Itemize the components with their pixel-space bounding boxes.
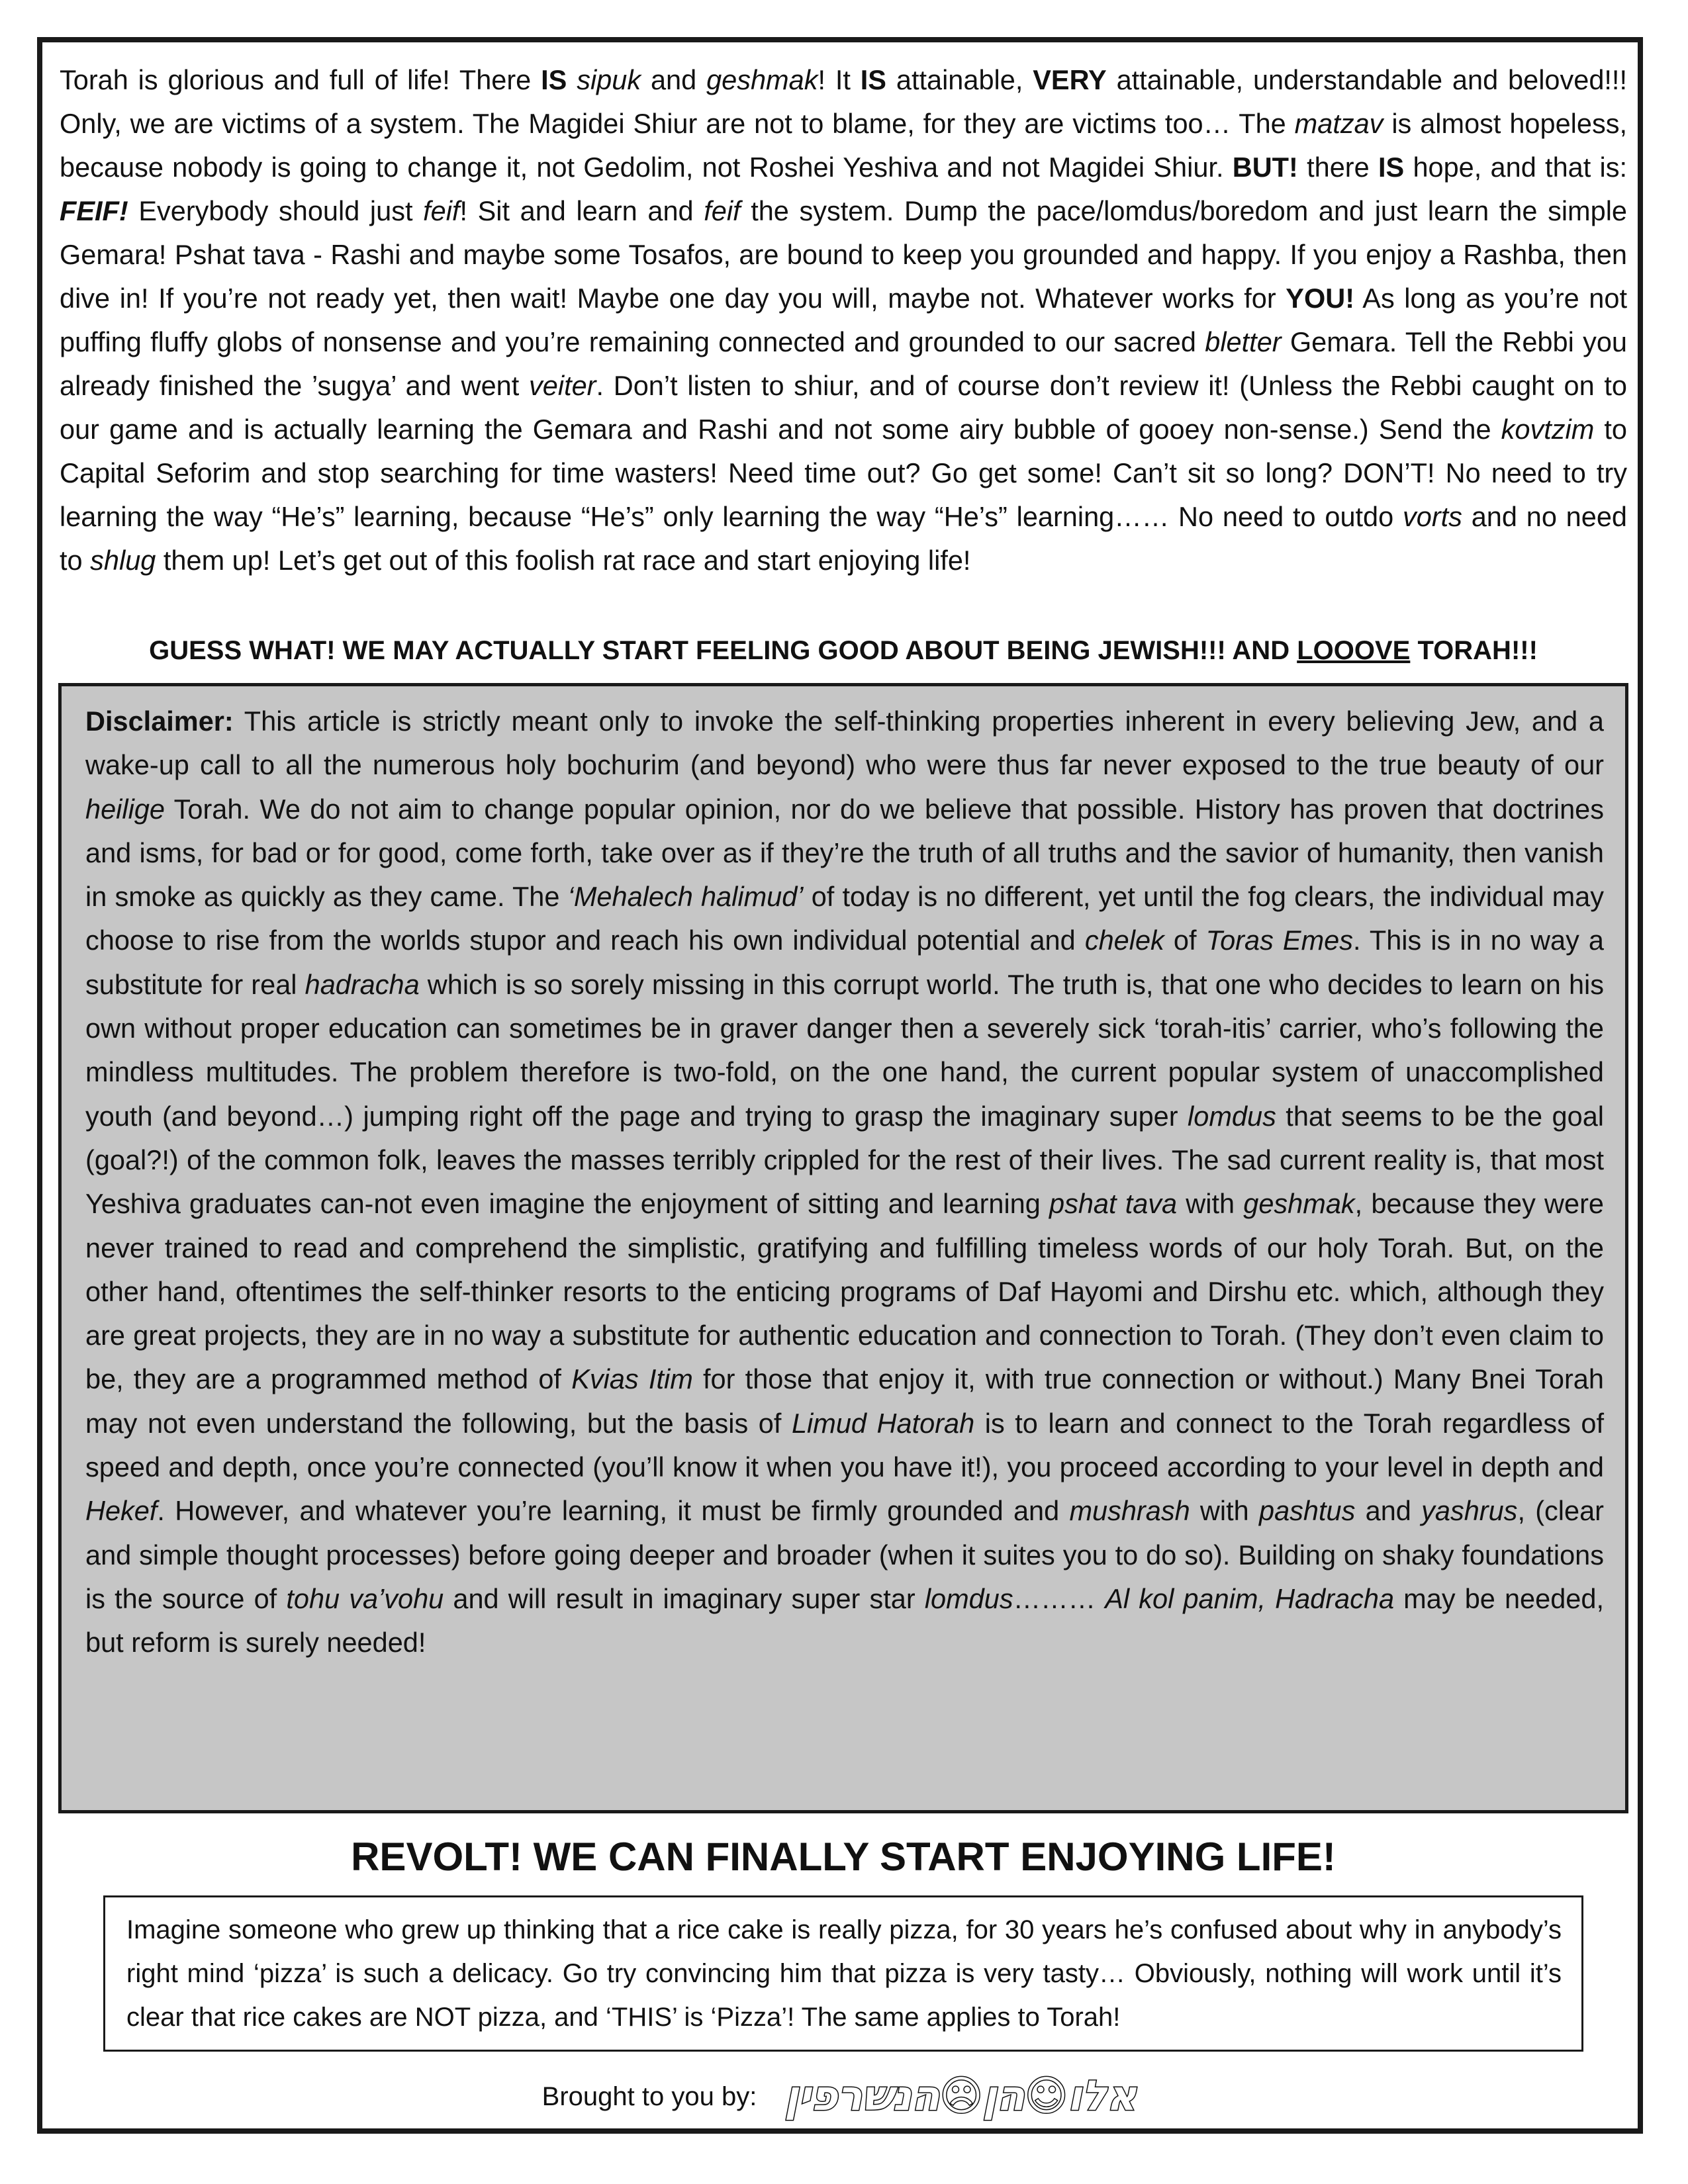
text-run: ! Sit and learn and <box>459 195 704 226</box>
text-run: is almost hopeless, because nobody is going to change it, not Gedolim, not Roshei Yeshiva and not Magidei Shiur. <box>60 108 1627 183</box>
italic-text: Hekef <box>85 1495 158 1527</box>
text-run: Gemara. Tell the Rebbi you already finished the ’sugya’ and went <box>60 326 1627 401</box>
logo <box>775 2070 1146 2123</box>
text-run: of today is no different, yet until the fog clears, the individual may choose to rise from the worlds stupor and reach his own individual potential and <box>85 881 1604 956</box>
text-run: Torah. We do not aim to change popular opinion, nor do we believe that possible. History has proven that doctrines and isms, for bad or for good, come forth, take over as if they’re the truth of all truths and the savior of humanity, then vanish in smoke as quickly as they came. The <box>85 793 1604 913</box>
text-run: attainable, understandable and beloved!!! Only, we are victims of a system. The Magidei Shiur are not to blame, for they are victims too… The <box>60 64 1627 139</box>
italic-text: geshmak <box>706 64 818 95</box>
italic-text: lomdus <box>924 1582 1013 1614</box>
text-run: the system. Dump the pace/lomdus/boredom and just learn the simple Gemara! Pshat tava - Rashi and maybe some Tosafos, are bound to keep you grounded and happy. If you enjoy a Rashba, then dive in! If you’re not ready yet, then wait! Maybe one day you will, maybe not. Whatever works for <box>60 195 1627 314</box>
italic-text: feif <box>704 195 741 226</box>
italic-text: tohu va’vohu <box>286 1582 444 1614</box>
italic-text: Toras Emes <box>1205 925 1353 956</box>
text-run: with <box>1190 1495 1259 1527</box>
text-run: ! It <box>818 64 861 95</box>
italic-text: Al kol panim, Hadracha <box>1105 1582 1395 1614</box>
italic-text: ‘Mehalech halimud’ <box>567 881 804 913</box>
italic-text: pashtus <box>1259 1495 1356 1527</box>
intro-paragraph <box>60 58 1627 582</box>
text-run: . However, and whatever you’re learning, it must be firmly grounded and <box>157 1495 1070 1527</box>
text-run: GUESS WHAT! WE MAY ACTUALLY START FEELING GOOD ABOUT BEING JEWISH!!! AND <box>149 636 1297 665</box>
text-run: Everybody should just <box>128 195 424 226</box>
logo-graphic <box>775 2070 1146 2123</box>
text-run: . This is in no way a substitute for real <box>85 925 1604 1000</box>
text-run: for those that enjoy it, with true connection or without.) Many Bnei Torah may not even understand the following, but the basis of <box>85 1363 1604 1439</box>
text-run: that seems to be the goal (goal?!) of the common folk, leaves the masses terribly crippled for the rest of their lives. The sad current reality is, that most Yeshiva graduates can-not even imagine the enjoyment of sitting and learning <box>85 1100 1604 1220</box>
italic-text: bletter <box>1205 326 1282 357</box>
bold-text: IS <box>1378 152 1405 183</box>
italic-text: geshmak <box>1243 1188 1355 1220</box>
italic-text: vorts <box>1403 501 1462 532</box>
pizza-paragraph: Imagine someone who grew up thinking that a rice cake is really pizza, for 30 years he’s confused about why in anybody’s right mind ‘pizza’ is such a delicacy. Go try convincing him that pizza is very tasty… Obviously, nothing will work until it’s clear that rice cakes are NOT pizza, and ‘THIS’ is ‘Pizza’! The same applies to Torah! <box>126 1915 1562 2032</box>
italic-text: mushrash <box>1069 1495 1190 1527</box>
italic-text: kovtzim <box>1501 414 1595 445</box>
text-run: hope, and that is: <box>1404 152 1628 183</box>
italic-text: chelek <box>1084 925 1164 956</box>
text-run: of <box>1164 925 1206 956</box>
text-run: and <box>641 64 707 95</box>
italic-text: sipuk <box>577 64 641 95</box>
revolt-heading: REVOLT! WE CAN FINALLY START ENJOYING LIFE! <box>351 1835 1336 1879</box>
text-run: with <box>1177 1188 1244 1220</box>
disclaimer-paragraph <box>85 700 1604 1665</box>
bold-text: IS <box>860 64 886 95</box>
text-run: to Capital Seforim and stop searching for time wasters! Need time out? Go get some! Can’t sit so long? DON’T! No need to try learning the way “He’s” learning, because “He’s” only learning the way “He’s” learning…… No need to outdo <box>60 414 1627 532</box>
text-run: there <box>1297 152 1378 183</box>
text-run: attainable, <box>886 64 1033 95</box>
text-run: TORAH!!! <box>1410 636 1538 665</box>
text-run: , (clear and simple thought processes) before going deeper and broader (when it suites you to do so). Building on shaky foundations is the source of <box>85 1495 1604 1614</box>
bold-text: VERY <box>1033 64 1107 95</box>
text-run: , because they were never trained to read and comprehend the simplistic, gratifying and fulfilling timeless words of our holy Torah. But, on the other hand, oftentimes the self-thinker resorts to the enticing programs of Daf Hayomi and Dirshu etc. which, although they are great projects, they are in no way a substitute for authentic education and connection to Torah. (They don’t even claim to be, they are a programmed method of <box>85 1188 1604 1395</box>
italic-text: matzav <box>1294 108 1383 139</box>
italic-text: Limud Hatorah <box>791 1407 975 1439</box>
text-run: Torah is glorious and full of life! There <box>60 64 541 95</box>
text-run: may be needed, but reform is surely needed! <box>85 1582 1604 1659</box>
italic-text: yashrus <box>1421 1495 1518 1527</box>
bold-text: Disclaimer: <box>85 705 234 737</box>
text-run: is to learn and connect to the Torah regardless of speed and depth, once you’re connected (you’ll know it when you have it!), you proceed according to your level in depth and <box>85 1407 1604 1483</box>
underlined-text: LOOOVE <box>1297 636 1411 665</box>
italic-text: lomdus <box>1188 1100 1276 1132</box>
footer <box>0 2070 1688 2123</box>
italic-text: hadracha <box>305 968 420 1000</box>
text-run: them up! Let’s get out of this foolish rat race and start enjoying life! <box>156 545 971 576</box>
italic-text: shlug <box>90 545 156 576</box>
text-run: ……… <box>1013 1582 1105 1614</box>
italic-text: feif <box>423 195 460 226</box>
italic-text: heilige <box>85 793 165 825</box>
pizza-box <box>103 1895 1583 2052</box>
text-run: and will result in imaginary super star <box>444 1582 925 1614</box>
text-run: As long as you’re not puffing fluffy globs of nonsense and you’re remaining connected and grounded to our sacred <box>60 283 1627 357</box>
disclaimer-box <box>58 683 1628 1813</box>
text-run: and <box>1355 1495 1422 1527</box>
guess-what-line <box>60 629 1627 672</box>
italic-text: veiter <box>529 370 596 401</box>
text-run: This article is strictly meant only to invoke the self-thinking properties inherent in every believing Jew, and a wake-up call to all the numerous holy bochurim (and beyond) who were thus far never exposed to the true beauty of our <box>85 705 1604 781</box>
bold-text: IS <box>541 64 567 95</box>
text-run: which is so sorely missing in this corrupt world. The truth is, that one who decides to learn on his own without proper education can sometimes be in graver danger then a severely sick ‘torah-itis’ carrier, who’s following the mindless multitudes. The problem therefore is two-fold, on the one hand, the current popular system of unaccomplished youth (and beyond…) jumping right off the page and trying to grasp the imaginary super <box>85 968 1604 1132</box>
bold-text: BUT! <box>1232 152 1298 183</box>
text-run: . Don’t listen to shiur, and of course don’t review it! (Unless the Rebbi caught on to our game and is actually learning the Gemara and Rashi and not some airy bubble of gooey non-sense.) Send the <box>60 370 1627 445</box>
logo-text: אלו☺הן☹הנשרפין <box>784 2071 1137 2120</box>
text-run <box>567 64 577 95</box>
italic-text: pshat tava <box>1049 1188 1178 1220</box>
brought-to-you-label: Brought to you by: <box>541 2081 757 2111</box>
italic-text: Kvias Itim <box>571 1363 693 1395</box>
text-run: and no need to <box>60 501 1627 576</box>
bold-text: FEIF! <box>60 195 128 226</box>
bold-text: YOU! <box>1286 283 1355 314</box>
